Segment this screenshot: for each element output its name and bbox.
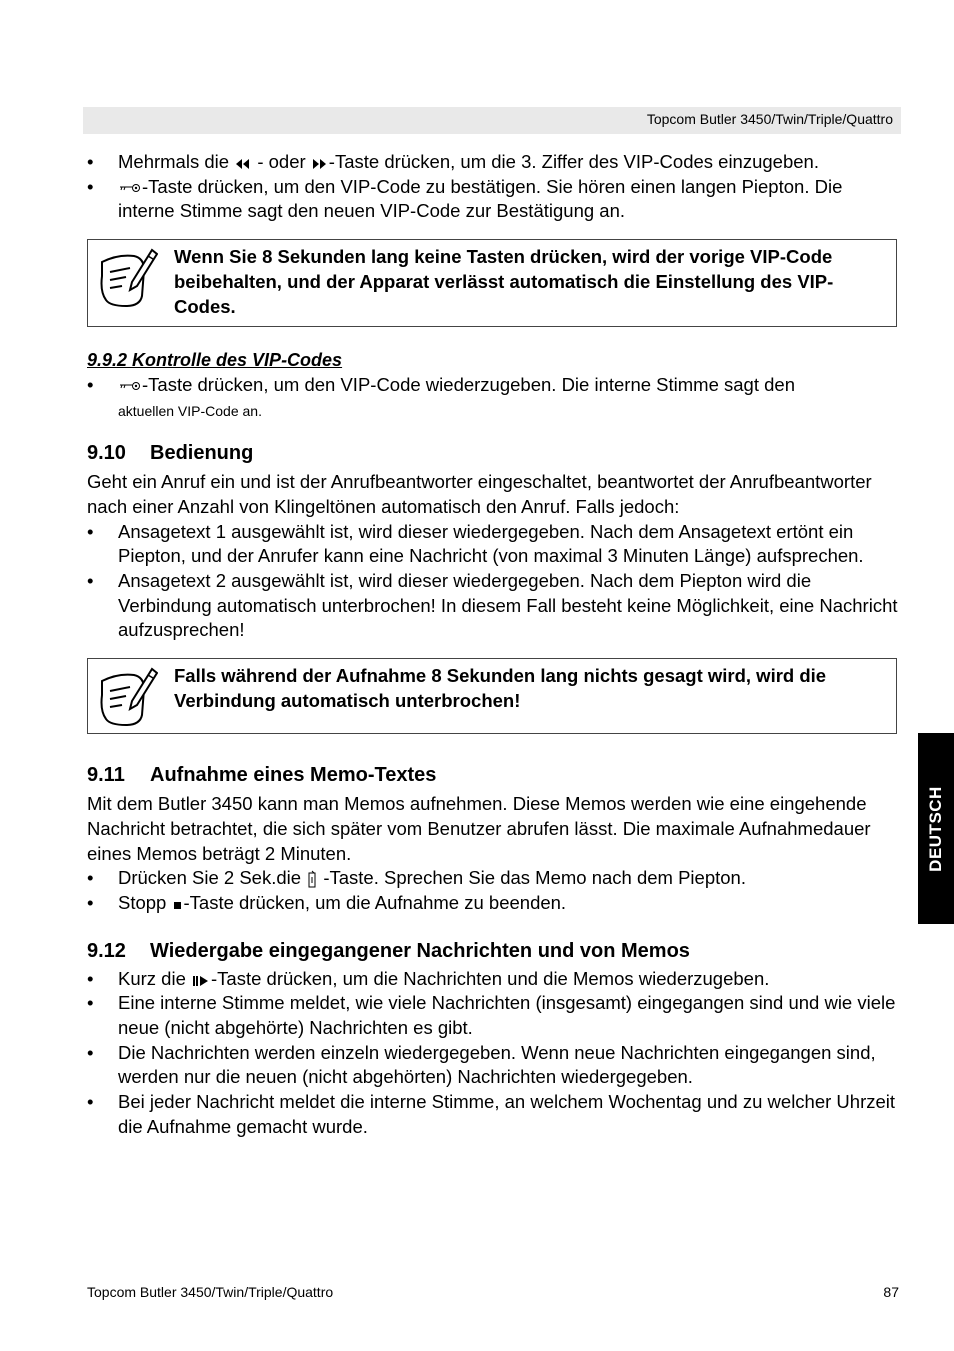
page-content xyxy=(87,150,899,1140)
note-pencil-icon xyxy=(96,246,158,312)
list-item: • Ansagetext 2 ausgewählt ist, wird dieser wiedergegeben. Nach dem Piepton wird die Verbindung automatisch unterbrochen! In diesem Fall besteht keine Möglichkeit, eine Nachricht aufzusprechen! xyxy=(87,569,899,643)
language-tab xyxy=(918,733,954,924)
play-pause-icon xyxy=(191,973,211,987)
note-pencil-icon xyxy=(96,665,158,731)
list-item: • Ansagetext 1 ausgewählt ist, wird dieser wiedergegeben. Nach dem Ansagetext ertönt ein Piepton, und der Anrufer kann eine Nachricht (von maximal 3 Minuten Länge) aufsprechen. xyxy=(87,520,899,569)
playback-list xyxy=(87,967,899,1140)
list-item: • Eine interne Stimme meldet, wie viele Nachrichten (insgesamt) eingegangen sind und wie viele neue (nicht abgehörte) Nachrichten es gibt. xyxy=(87,991,899,1040)
rewind-icon xyxy=(234,157,252,169)
operation-list xyxy=(87,520,899,644)
language-tab-label: DEUTSCH xyxy=(926,785,945,872)
list-item: • Stopp -Taste drücken, um die Aufnahme zu beenden. xyxy=(87,891,899,916)
list-item: • Drücken Sie 2 Sek.die -Taste. Sprechen Sie das Memo nach dem Piepton. xyxy=(87,866,899,891)
section-heading: 9.10 Bedienung xyxy=(87,442,254,465)
list-item: • -Taste drücken, um den VIP-Code wiederzugeben. Die interne Stimme sagt den aktuellen VIP-Code an. xyxy=(87,373,899,422)
page-header xyxy=(83,107,901,134)
paragraph: Geht ein Anruf ein und ist der Anrufbeantworter eingeschaltet, beantwortet der Anrufbeantworter nach einer Anzahl von Klingeltönen automatisch den Anruf. Falls jedoch: xyxy=(87,471,872,517)
note-text: Falls während der Aufnahme 8 Sekunden lang nichts gesagt wird, wird die Verbindung automatisch unterbrochen! xyxy=(174,665,827,711)
note-text: Wenn Sie 8 Sekunden lang keine Tasten drücken, wird der vorige VIP-Code beibehalten, und der Apparat verlässt automatisch die Einstellung des VIP-Codes. xyxy=(174,246,834,317)
footer-title: Topcom Butler 3450/Twin/Triple/Quattro xyxy=(87,1284,334,1300)
stop-icon xyxy=(172,898,184,910)
note-box xyxy=(87,658,897,734)
page-number: 87 xyxy=(883,1284,899,1300)
section-heading: 9.12 Wiedergabe eingegangener Nachrichten und von Memos xyxy=(87,939,690,962)
vip-check-list xyxy=(87,373,899,422)
vip-steps-list xyxy=(87,150,899,224)
subsection-title: 9.9.2 Kontrolle des VIP-Codes xyxy=(87,350,343,371)
note-box xyxy=(87,239,897,327)
header-title: Topcom Butler 3450/Twin/Triple/Quattro xyxy=(646,111,893,127)
fast-forward-icon xyxy=(311,157,329,169)
list-item: • Mehrmals die - oder -Taste drücken, um die 3. Ziffer des VIP-Codes einzugeben. xyxy=(87,150,899,175)
key-icon xyxy=(118,182,142,194)
list-item: • -Taste drücken, um den VIP-Code zu bestätigen. Sie hören einen langen Piepton. Die interne Stimme sagt den neuen VIP-Code zur Bestätigung an. xyxy=(87,175,899,224)
memo-icon xyxy=(306,869,318,889)
section-heading: 9.11 Aufnahme eines Memo-Textes xyxy=(87,764,437,787)
list-item: • Bei jeder Nachricht meldet die interne Stimme, an welchem Wochentag und zu welcher Uhrzeit die Aufnahme gemacht wurde. xyxy=(87,1090,899,1139)
list-item: • Kurz die -Taste drücken, um die Nachrichten und die Memos wiederzugeben. xyxy=(87,967,899,992)
list-item: • Die Nachrichten werden einzeln wiedergegeben. Wenn neue Nachrichten eingegangen sind, werden nur die neuen (nicht abgehörten) Nachrichten wiedergegeben. xyxy=(87,1041,899,1090)
paragraph: Mit dem Butler 3450 kann man Memos aufnehmen. Diese Memos werden wie eine eingehende Nachricht betrachtet, die sich später vom Benutzer abrufen lässt. Die maximale Aufnahmedauer eines Memos beträgt 2 Minuten. xyxy=(87,793,871,864)
memo-list xyxy=(87,866,899,915)
key-icon xyxy=(118,380,142,392)
